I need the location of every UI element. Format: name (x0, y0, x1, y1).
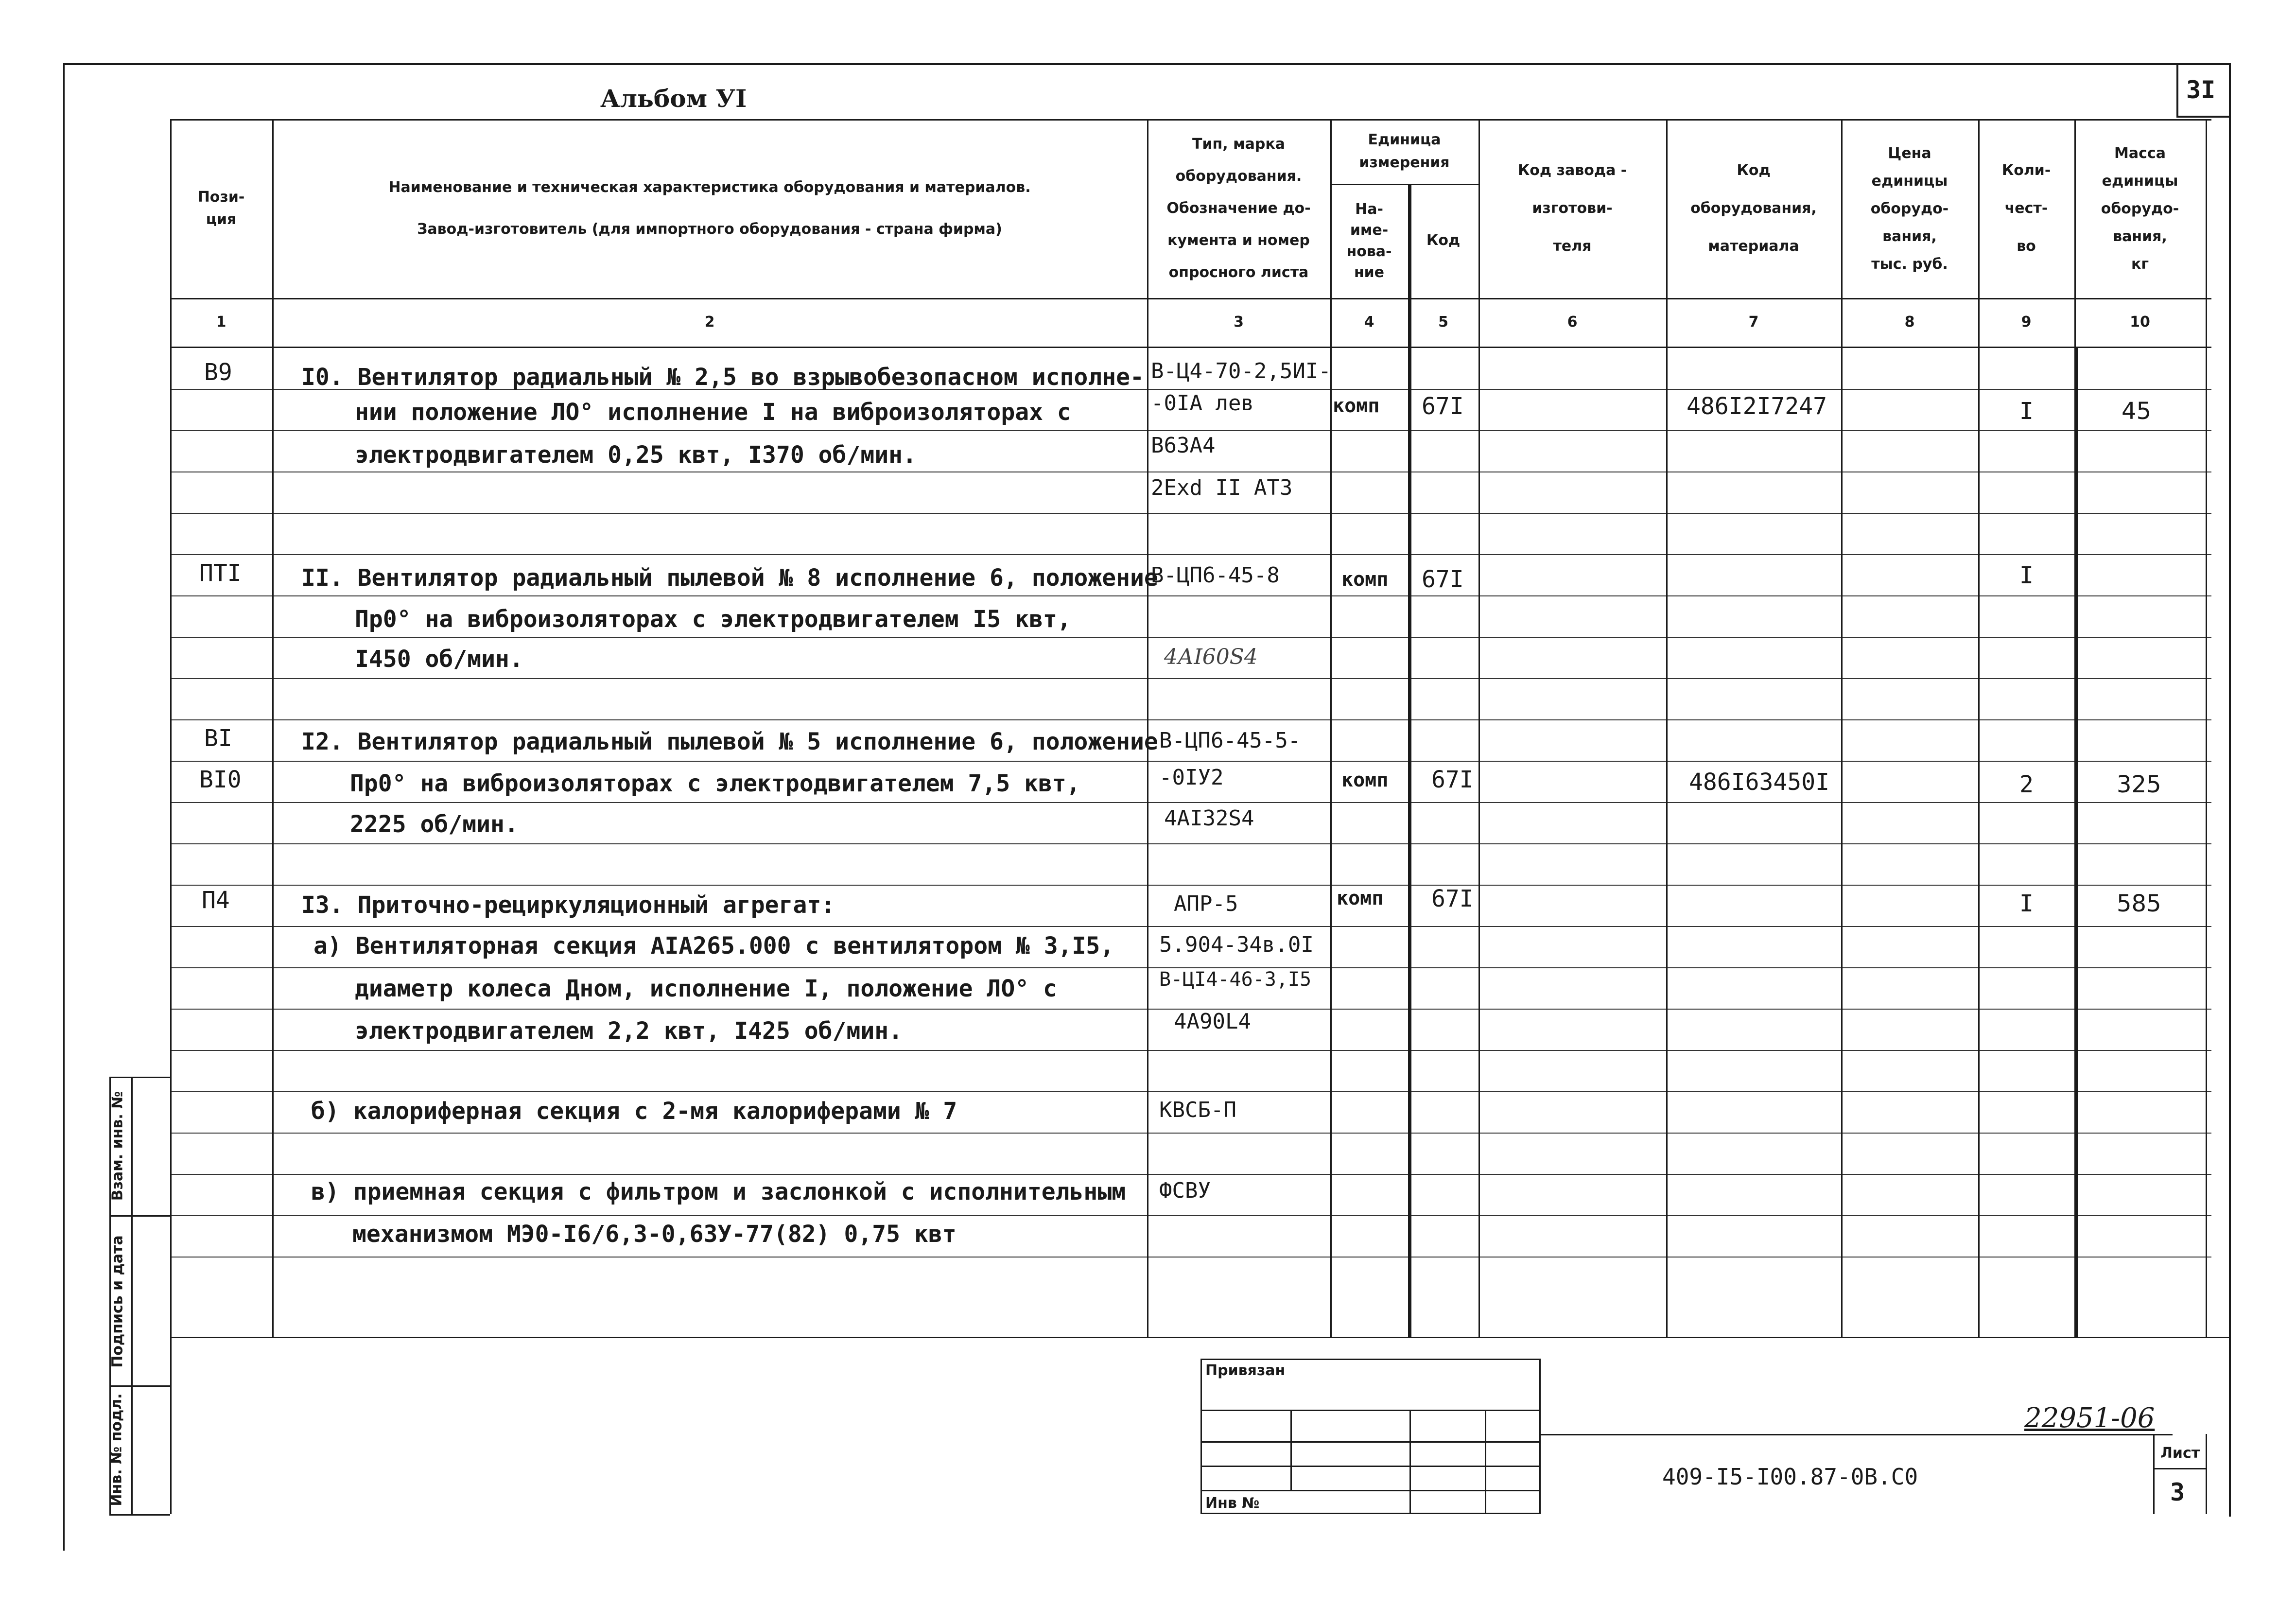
item-description-line: I2. Вентилятор радиальный пылевой № 5 исполнение 6, положение (301, 728, 1158, 755)
privyazan-label: Привязан (1205, 1362, 1286, 1379)
item-description-line: электродвигателем 2,2 квт, I425 об/мин. (355, 1017, 903, 1045)
column-number: 4 (1364, 314, 1374, 331)
item-type: В-ЦП6-45-8 (1151, 563, 1280, 588)
header-unit-group: Единица измерения (1359, 131, 1450, 171)
item-type: 5.904-34в.0I (1159, 932, 1314, 957)
quantity: I (2019, 562, 2034, 589)
quantity: I (2019, 398, 2034, 425)
quantity: I (2019, 890, 2034, 917)
item-description-line: диаметр колеса Дном, исполнение I, положение ЛО° с (355, 975, 1057, 1002)
item-description-line: I0. Вентилятор радиальный № 2,5 во взрывобезопасном исполне- (301, 364, 1144, 391)
column-number: 3 (1234, 314, 1244, 331)
column-number: 7 (1748, 314, 1759, 331)
item-description-line: а) Вентиляторная секция АIА265.000 с вентилятором № 3,I5, (313, 932, 1114, 960)
item-description-line: нии положение ЛО° исполнение I на виброизоляторах с (355, 399, 1071, 426)
header-unit-code: Код (1426, 232, 1461, 249)
mass: 45 (2122, 398, 2152, 425)
header-price: Цена единицы оборудо- вания, тыс. руб. (1870, 144, 1949, 273)
unit-name: комп (1341, 568, 1389, 591)
sheet-label: Лист (2160, 1445, 2200, 1462)
column-number: 8 (1904, 314, 1915, 331)
column-number: 2 (704, 314, 715, 331)
item-description-line: I450 об/мин. (355, 646, 523, 673)
column-number: 10 (2130, 314, 2150, 331)
header-position: Пози- ция (197, 188, 245, 228)
inv-number-label: Инв № (1205, 1495, 1260, 1512)
item-description-line: Пр0° на виброизоляторах с электродвигателем 7,5 квт, (350, 770, 1080, 797)
item-type: 4АI60S4 (1164, 645, 1258, 669)
unit-code: 67I (1422, 566, 1464, 593)
header-unit-name: На- име- нова- ние (1346, 200, 1392, 281)
item-type: В-ЦI4-46-3,I5 (1159, 968, 1312, 991)
handwritten-number: 22951-06 (2024, 1402, 2155, 1434)
item-description-line: Пр0° на виброизоляторах с электродвигателем I5 квт, (355, 606, 1071, 633)
column-number: 5 (1438, 314, 1448, 331)
side-label-signature-date: Подпись и дата (109, 1235, 126, 1368)
unit-code: 67I (1431, 766, 1474, 793)
unit-code: 67I (1431, 885, 1474, 912)
header-equipment-code: Код оборудования, материала (1690, 162, 1817, 255)
item-description-line: 2225 об/мин. (350, 811, 519, 838)
unit-name: комп (1333, 395, 1380, 417)
header-quantity: Коли- чест- во (2001, 162, 2051, 255)
quantity: 2 (2019, 771, 2034, 798)
position-code: ПТI (199, 559, 242, 587)
position-code: ВI (204, 725, 232, 752)
item-description-line: б) калориферная секция с 2-мя калориферами № 7 (311, 1098, 957, 1125)
item-type: -0IА лев (1151, 391, 1254, 416)
equipment-code: 486I2I7247 (1687, 393, 1827, 420)
mass: 585 (2117, 890, 2161, 917)
item-type: В-ЦП6-45-5- (1159, 728, 1301, 753)
item-type: 2Exd II АТ3 (1151, 475, 1293, 500)
sheet-left-edge (63, 63, 65, 1551)
side-label-replace-inv: Взам. инв. № (109, 1091, 126, 1201)
position-code: П4 (202, 887, 230, 914)
position-code: В9 (204, 359, 232, 386)
item-type: -0IУ2 (1159, 765, 1224, 790)
item-type: ФСВУ (1159, 1178, 1211, 1203)
item-type: 4АI32S4 (1164, 806, 1254, 831)
item-description-line: II. Вентилятор радиальный пылевой № 8 исполнение 6, положение (301, 564, 1158, 592)
sheet-number: 3 (2170, 1478, 2185, 1506)
equipment-code: 486I63450I (1689, 769, 1829, 796)
side-label-inv-number: Инв. № подл. (108, 1393, 125, 1506)
unit-name: комп (1341, 769, 1389, 791)
column-number: 1 (216, 314, 226, 331)
item-description-line: электродвигателем 0,25 квт, I370 об/мин. (355, 441, 917, 469)
header-plant-code: Код завода - изготови- теля (1517, 162, 1627, 255)
item-type: КВСБ-П (1159, 1098, 1236, 1122)
position-code: ВI0 (199, 766, 242, 793)
header-mass: Масса единицы оборудо- вания, кг (2101, 144, 2179, 273)
item-description-line: механизмом МЭ0-I6/6,3-0,63У-77(82) 0,75 квт (352, 1221, 957, 1248)
item-description-line: I3. Приточно-рециркуляционный агрегат: (301, 891, 835, 919)
top-sheet-number: 3I (2186, 76, 2216, 104)
item-type: АПР-5 (1174, 891, 1238, 916)
header-type: Тип, марка оборудования. Обозначение до- кумента и номер опросного листа (1166, 136, 1311, 281)
item-type: 4А90L4 (1174, 1009, 1251, 1034)
item-type: В63А4 (1151, 433, 1216, 458)
mass: 325 (2117, 771, 2161, 798)
unit-name: комп (1337, 887, 1384, 909)
album-title: Альбом УI (600, 84, 747, 113)
item-type: В-Ц4-70-2,5ИI- (1151, 359, 1331, 384)
document-code: 409-I5-I00.87-0В.С0 (1662, 1464, 1918, 1490)
header-name: Наименование и техническая характеристика оборудования и материалов. Завод-изготовитель (для импортного оборудования - страна фирма) (388, 178, 1031, 238)
column-number: 9 (2021, 314, 2032, 331)
item-description-line: в) приемная секция с фильтром и заслонкой с исполнительным (311, 1178, 1126, 1205)
column-number: 6 (1567, 314, 1578, 331)
unit-code: 67I (1422, 393, 1464, 420)
